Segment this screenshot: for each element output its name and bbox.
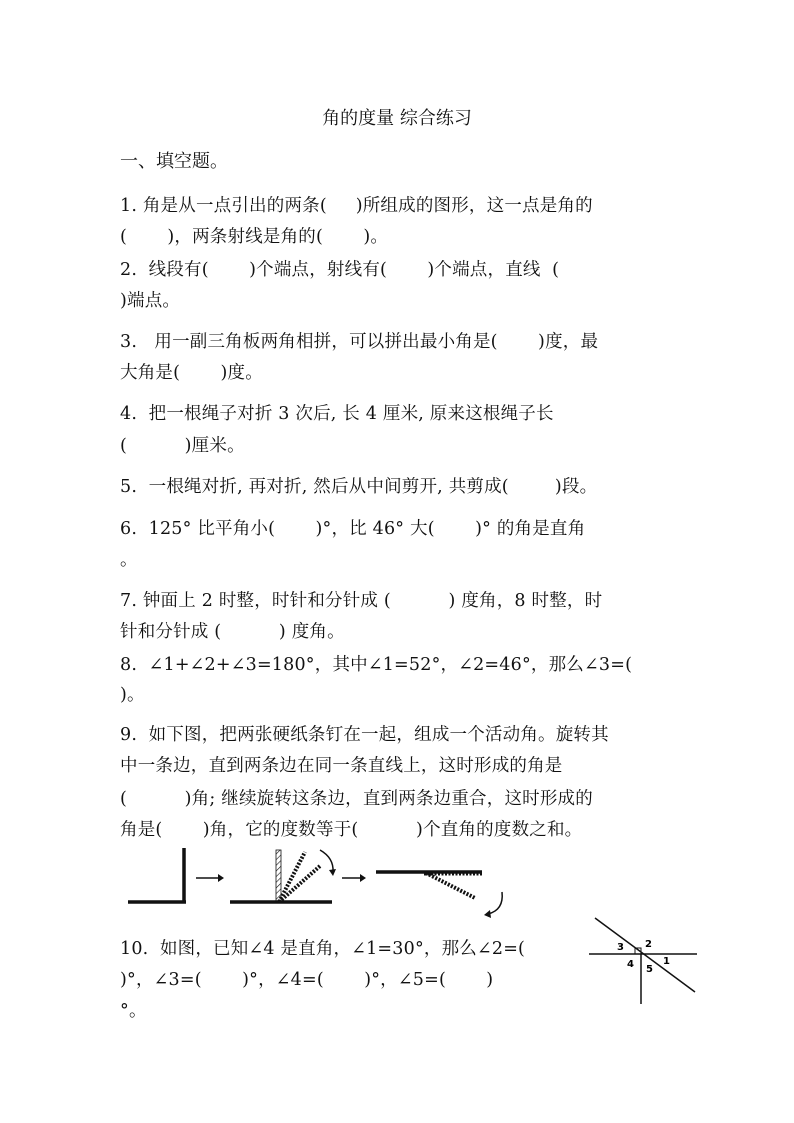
question-9-line-3: ( )角; 继续旋转这条边，直到两条边重合，这时形成的 <box>120 789 593 809</box>
question-4-line-2: ( )厘米。 <box>120 436 245 456</box>
question-1-line-2: ( )，两条射线是角的( )。 <box>120 227 389 247</box>
question-6-line-2: 。 <box>120 550 138 570</box>
question-10-line-1: 10. 如图，已知∠4 是直角，∠1=30°，那么∠2=( <box>120 939 526 959</box>
question-9-line-4: 角是( )角，它的度数等于( )个直角的度数之和。 <box>120 820 583 840</box>
question-7-line-2: 针和分针成 ( ) 度角。 <box>120 622 345 642</box>
right-angle-shape <box>128 848 186 902</box>
question-9-line-1: 9. 如下图，把两张硬纸条钉在一起，组成一个活动角。旋转其 <box>120 725 609 745</box>
intersecting-lines-figure <box>585 912 705 1007</box>
question-10-line-2: )°，∠3=( )°，∠4=( )°，∠5=( ) <box>120 970 494 990</box>
arrow-right-icon <box>196 874 224 882</box>
question-5-line: 5. 一根绳对折, 再对折, 然后从中间剪开, 共剪成( )段。 <box>120 477 598 497</box>
straight-angle-shape <box>376 872 502 918</box>
rotating-strips-shape <box>230 850 336 902</box>
question-8-line-1: 8. ∠1+∠2+∠3=180°，其中∠1=52°，∠2=46°，那么∠3=( <box>120 655 633 675</box>
question-2-line-1: 2. 线段有( )个端点，射线有( )个端点，直线 ( <box>120 260 560 280</box>
question-8-line-2: )。 <box>120 685 145 705</box>
section-heading: 一、填空题。 <box>120 151 228 172</box>
question-1-line-1: 1. 角是从一点引出的两条( )所组成的图形，这一点是角的 <box>120 196 593 216</box>
angle-2-label: 2 <box>645 939 652 950</box>
question-7-line-1: 7. 钟面上 2 时整，时针和分针成 ( ) 度角，8 时整，时 <box>120 591 603 611</box>
question-4-line-1: 4. 把一根绳子对折 3 次后, 长 4 厘米, 原来这根绳子长 <box>120 404 554 424</box>
angle-1-label: 1 <box>663 956 670 967</box>
angle-3-label: 3 <box>617 942 624 953</box>
angle-5-label: 5 <box>646 964 653 975</box>
question-3-line-2: 大角是( )度。 <box>120 363 263 383</box>
arrow-right-icon <box>342 874 366 882</box>
question-10-line-3: °。 <box>120 1001 147 1021</box>
rotating-angle-figure <box>120 840 520 920</box>
question-2-line-2: )端点。 <box>120 291 181 311</box>
page-title: 角的度量 综合练习 <box>322 108 472 129</box>
question-3-line-1: 3. 用一副三角板两角相拼，可以拼出最小角是( )度，最 <box>120 332 599 352</box>
angle-4-label: 4 <box>627 959 634 970</box>
question-9-line-2: 中一条边，直到两条边在同一条直线上，这时形成的角是 <box>120 756 563 776</box>
question-6-line-1: 6. 125° 比平角小( )°，比 46° 大( )° 的角是直角 <box>120 519 586 539</box>
